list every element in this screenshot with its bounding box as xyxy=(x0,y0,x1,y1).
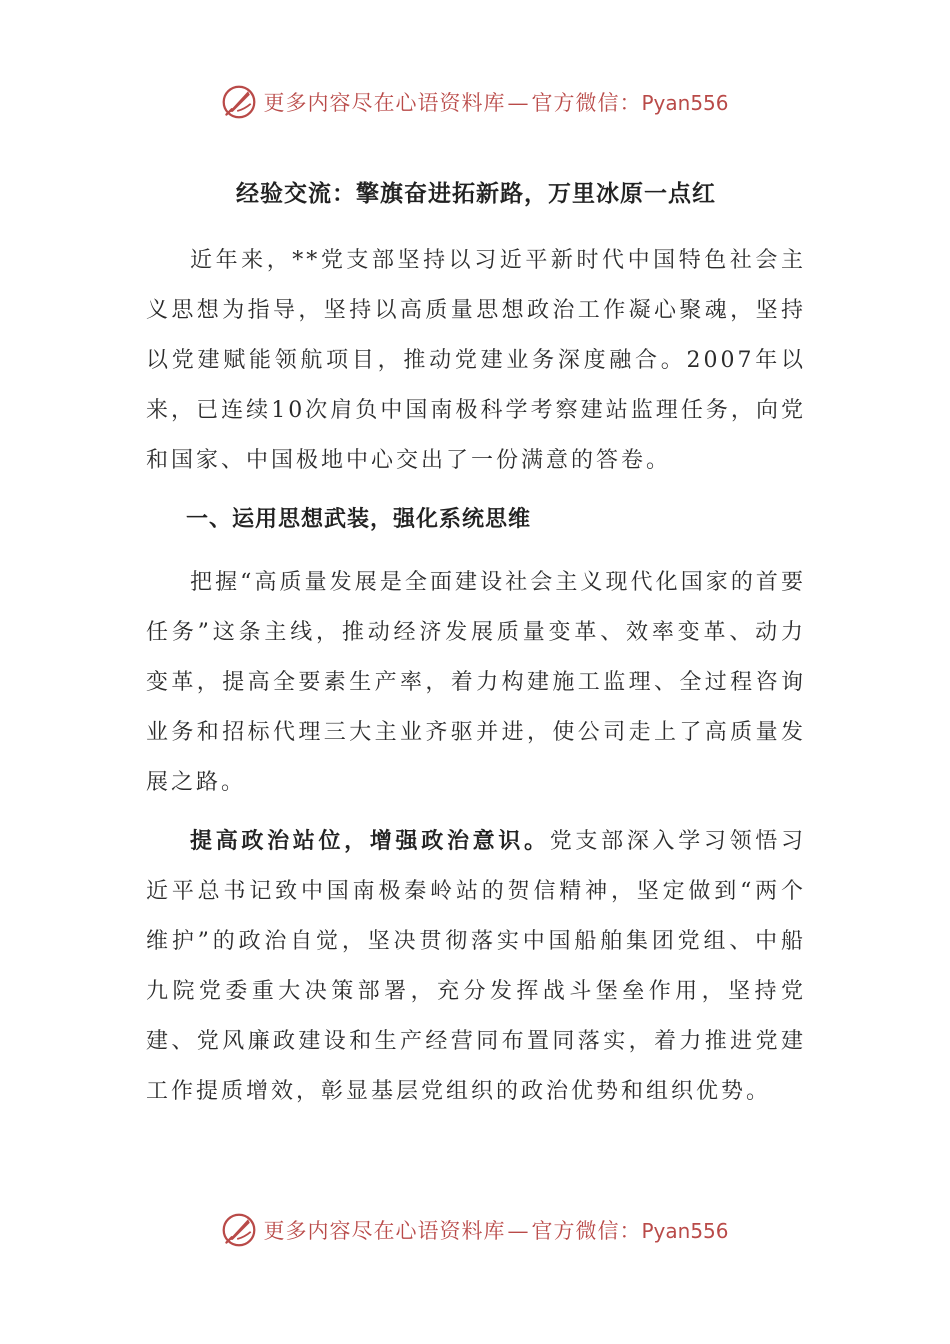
header-watermark xyxy=(0,84,950,120)
watermark-text xyxy=(263,87,728,117)
watermark-label: 官方微信： xyxy=(531,91,642,115)
watermark-id: Pyan556 xyxy=(641,91,729,115)
section-heading-1: 一、运用思想武装，强化系统思维 xyxy=(186,506,532,532)
document-title: 经验交流：擎旗奋进拓新路，万里冰原一点红 xyxy=(236,180,716,207)
footer-watermark xyxy=(0,1212,950,1248)
paragraph-lead-sentence: 提高政治站位，增强政治意识。 xyxy=(190,828,550,854)
watermark-label: 官方微信： xyxy=(531,1219,642,1243)
watermark-id: Pyan556 xyxy=(641,1219,729,1243)
intro-paragraph: 近年来，**党支部坚持以习近平新时代中国特色社会主义思想为指导，坚持以高质量思想政治工作凝心聚魂，坚持以党建赋能领航项目，推动党建业务深度融合。2007年以来，已连续10次肩负中国南极科学考察建站监理任务，向党和国家、中国极地中心交出了一份满意的答卷。 xyxy=(146,248,806,473)
quill-logo-icon xyxy=(221,1212,257,1248)
paragraph-body-text: 党支部深入学习领悟习近平总书记致中国南极秦岭站的贺信精神，坚定做到“两个维护”的政治自觉，坚决贯彻落实中国船舶集团党组、中船九院党委重大决策部署，充分发挥战斗堡垒作用，坚持党建、党风廉政建设和生产经营同布置同落实，着力推进党建工作提质增效，彰显基层党组织的政治优势和组织优势。 xyxy=(146,829,806,1104)
watermark-brand: 更多内容尽在心语资料库 xyxy=(263,91,506,115)
section1-paragraph-2 xyxy=(146,816,806,1117)
watermark-separator: — xyxy=(507,1219,530,1243)
watermark-separator: — xyxy=(507,91,530,115)
quill-logo-icon xyxy=(221,84,257,120)
watermark-text xyxy=(263,1215,728,1245)
section1-paragraph-1: 把握“高质量发展是全面建设社会主义现代化国家的首要任务”这条主线，推动经济发展质量变革、效率变革、动力变革，提高全要素生产率，着力构建施工监理、全过程咨询业务和招标代理三大主业齐驱并进，使公司走上了高质量发展之路。 xyxy=(146,570,806,795)
watermark-brand: 更多内容尽在心语资料库 xyxy=(263,1219,506,1243)
document-body xyxy=(146,172,806,1125)
